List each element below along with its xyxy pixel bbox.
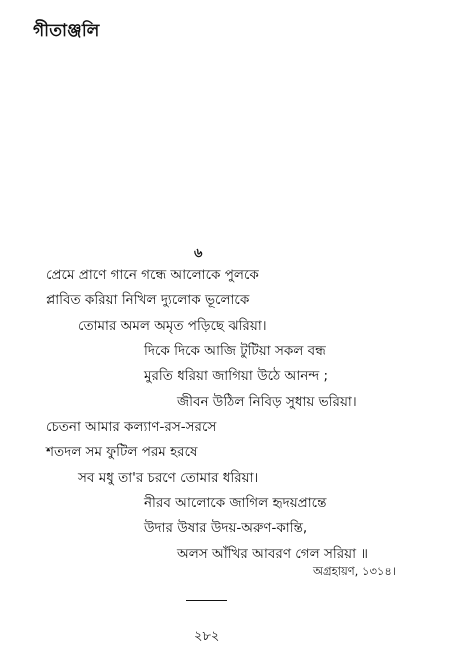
poem-line-3: তোমার অমল অমৃত পড়িছে ঝরিয়া।	[78, 318, 267, 334]
poem-line-5: মুরতি ধরিয়া জাগিয়া উঠে আনন্দ ;	[144, 368, 329, 384]
poem-line-12: অলস আঁখির আবরণ গেল সরিয়া ॥	[177, 546, 368, 562]
page-number: ২৮২	[194, 629, 220, 644]
poem-line-8: শতদল সম ফুটিল পরম হরষে	[46, 444, 198, 460]
poem-line-11: উদার উষার উদয়-অরুণ-কান্তি,	[144, 520, 308, 536]
divider-rule	[186, 600, 227, 601]
poem-line-7: চেতনা আমার কল্যাণ-রস-সরসে	[46, 419, 217, 435]
poem-line-1: প্রেমে প্রাণে গানে গন্ধে আলোকে পুলকে	[46, 267, 259, 283]
poem-line-10: নীরব আলোকে জাগিল হৃদয়প্রান্তে	[144, 495, 327, 511]
book-title: গীতাঞ্জলি	[33, 21, 100, 41]
poem-line-9: সব মধু তা'র চরণে তোমার ধরিয়া।	[78, 470, 259, 486]
poem-line-2: প্লাবিত করিয়া নিখিল দ্যুলোক ভূলোকে	[46, 292, 250, 308]
composition-date: অগ্রহায়ণ, ১৩১৪।	[313, 564, 396, 578]
poem-line-4: দিকে দিকে আজি টুটিয়া সকল বন্ধ	[144, 343, 326, 359]
poem-line-6: জীবন উঠিল নিবিড় সুধায় ভরিয়া।	[177, 394, 357, 410]
song-number: ৬	[194, 246, 203, 261]
